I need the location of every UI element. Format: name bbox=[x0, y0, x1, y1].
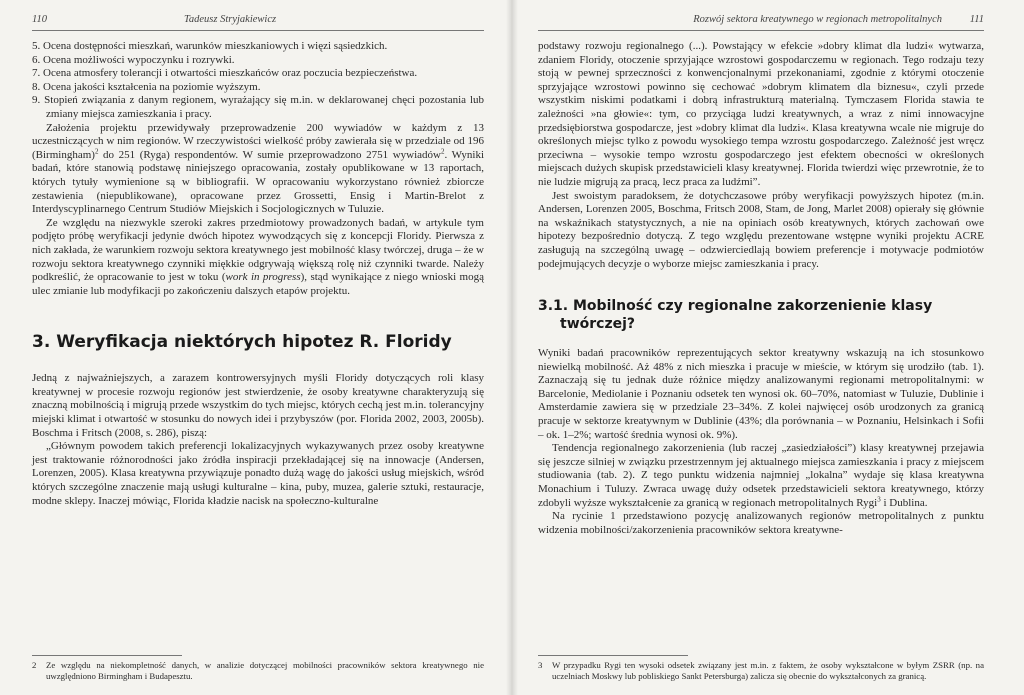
footnote-ref[interactable]: 2 bbox=[441, 147, 445, 156]
body-paragraph: podstawy rozwoju regionalnego (...). Powstający w efekcie »dobry klimat dla ludzi« wytwarza, zdaniem Floridy, otoczenie sprzyjające wzrostowi gospodarczemu w regionach. Tego rodzaju tezy stoją w pewnej sprzeczności z konwencjonalnymi przekonaniami, zgodnie z którymi otoczenie sprzyjające wzrostowi powinno się cechować »dobrym klimatem dla biznesu«, czyli przede wszystkim niskimi podatkami i dobrą infrastrukturą materialną. Tymczasem Florida stawia te zależności »na głowie«: tym, co przyciąga ludzi kreatywnych, a wraz z nimi innowacyjne przedsiębiorstwa gospodarcze, jest »dobry klimat dla ludzi«. Klasa kreatywna wcale nie migruje do określonych miejsc tylko z powodu wysokiego tempa wzrostu gospodarczego. Zależność jest wręcz przeciwna – wysokie tempo wzrostu gospodarczego jest efektem obecności w określonych miejscach dużych skupisk przedstawicieli klasy kreatywnej. Florida twierdzi więc przewrotnie, że to nie ludzie migrują za pracą, lecz praca za ludźmi”. bbox=[538, 40, 984, 188]
book-gutter bbox=[506, 0, 518, 695]
body-paragraph: Tendencja regionalnego zakorzenienia (lub raczej „zasiedziałości”) klasy kreatywnej przejawia się jeszcze silniej w związku przestrzennym jej aktualnego miejsca zamieszkania i pracy z miejscem studiowania (tab. 2). Z tego punktu widzenia najmniej „lokalna” wydaje się klasa kreatywna Monachium i Tuluzy. Zwraca uwagę duży odsetek przedstawicieli sektora kreatywnego, którzy zdobyli wyższe wykształcenie za granicą w regionach metropolitalnych Rygi$^3$ i Dublina. bbox=[538, 442, 984, 509]
footnote: 3 W przypadku Rygi ten wysoki odsetek związany jest m.in. z faktem, że osoby wykształcone w byłym ZSRR (np. na uczelniach Moskwy lub pobliskiego Sankt Petersburga) zalicza się obecnie do wykształconych za granicą. bbox=[538, 660, 984, 681]
footnotes-left bbox=[32, 655, 484, 681]
section-heading: 3. Weryfikacja niektórych hipotez R. Floridy bbox=[32, 332, 452, 353]
footnote-ref[interactable]: 3 bbox=[877, 494, 881, 503]
list-item: 5. Ocena dostępności mieszkań, warunków mieszkaniowych i więzi sąsiedzkich. bbox=[32, 40, 388, 52]
page-number-left: 110 bbox=[32, 14, 47, 25]
list-item: 9. Stopień związania z danym regionem, wyrażający się m.in. w deklarowanej chęci pozostania lub zmiany miejsca zamieszkania i pracy. bbox=[32, 94, 484, 120]
list-item: 6. Ocena możliwości wypoczynku i rozrywki. bbox=[32, 53, 235, 66]
evaluation-list bbox=[32, 40, 484, 122]
footnotes-right bbox=[538, 655, 984, 681]
footnote-ref[interactable]: 2 bbox=[94, 147, 99, 156]
running-title-left: Tadeusz Stryjakiewicz bbox=[184, 14, 277, 25]
subsection-heading: 3.1. Mobilność czy regionalne zakorzenienie klasy twórczej? bbox=[538, 298, 933, 333]
page-number-right: 111 bbox=[969, 14, 984, 25]
body-paragraph: Wyniki badań pracowników reprezentujących sektor kreatywny wskazują na ich stosunkowo niewielką mobilność. Aż 48% z nich mieszka i pracuje w mieście, w którym się urodziło (tab. 1). Zaznaczają się tu jednak duże różnice między analizowanymi regionami metropolitalnymi: w Barcelonie, Mediolanie i Poznaniu odsetek ten wynosi ok. 60–70%, natomiast w Tuluzie, Dublinie i Amsterdamie zawiera się w przedziale 23–34%. Z kolei najwięcej osób urodzonych za granicą pracuje w sektorze kreatywnym w Dublinie (43%; dla porównania – w Poznaniu, Helsinkach i Sofii – ok. 1–2%; wartość średnia wynosi ok. 9%). bbox=[538, 347, 984, 441]
footnote: 2 Ze względu na niekompletność danych, w analizie dotyczącej mobilności pracowników sektora kreatywnego nie uwzględniono Birmingham i Budapesztu. bbox=[32, 660, 484, 681]
body-paragraph: Na rycinie 1 przedstawiono pozycję analizowanych regionów metropolitalnych z punktu widzenia mobilności/zakorzenienia pracowników sektora kreatywne- bbox=[538, 510, 984, 536]
footnote-rule bbox=[538, 655, 688, 656]
running-title-right: Rozwój sektora kreatywnego w regionach metropolitalnych bbox=[693, 14, 942, 25]
running-head-right bbox=[538, 14, 984, 31]
body-paragraph: Jedną z najważniejszych, a zarazem kontrowersyjnych myśli Floridy dotyczących roli klasy kreatywnej w procesie rozwoju regionów jest stwierdzenie, że osoby kreatywne charakteryzują się znaczną mobilnością i migrują przede wszystkim do tych miejsc, których cechą jest m.in. tolerancyjny miejski klimat i otwartość w stosunku do nowych idei i przybyszów (por. Florida 2002, 2003, 2005b). Boschma i Fritsch (2008, s. 286), piszą: bbox=[32, 372, 484, 439]
list-item: 8. Ocena jakości kształcenia na poziomie wyższym. bbox=[32, 80, 261, 93]
footnote-rule bbox=[32, 655, 182, 656]
right-page bbox=[512, 0, 1024, 695]
body-paragraph: Jest swoistym paradoksem, że dotychczasowe próby weryfikacji powyższych hipotez (m.in. Andersen, Lorenzen 2005, Boschma, Fritsch 2008, Stam, de Jong, Marlet 2008) opierały się głównie na wskaźnikach statystycznych, a nie na opiniach osób kreatywnych, których zachowań owe hipotezy bezpośrednio dotyczą. Z tego względu prezentowane wstępne wyniki projektu ACRE zasługują na szczególną uwagę – odzwierciedlają bowiem preferencje i motywacje podmiotów podejmujących decyzje o wyborze miejsc zamieszkania i pracy. bbox=[538, 189, 984, 270]
right-column bbox=[538, 40, 984, 537]
running-head-left bbox=[32, 14, 484, 31]
body-paragraph: Ze względu na niezwykle szeroki zakres przedmiotowy prowadzonych badań, w artykule tym podjęto próbę weryfikacji jedynie dwóch hipotez wywodzących się z koncepcji Floridy. Pierwsza z nich zakłada, że warunkiem rozwoju sektora kreatywnego jest mobilność klasy twórczej, druga – że w rozwoju sektora kreatywnego czynniki miękkie odgrywają większą rolę niż czynniki twarde. Należy podkreślić, że opracowanie to jest w toku (work in progress), stąd wynikające z niego wnioski mogą ulec zmianie lub modyfikacji po zakończeniu dalszych etapów projektu. bbox=[32, 216, 484, 297]
body-paragraph: Założenia projektu przewidywały przeprowadzenie 200 wywiadów w każdym z 13 uczestniczących w nim regionów. W rzeczywistości wielkość próby zawierała się w przedziale od 196 (Birmingham)$^2$ do 251 (Ryga) respondentów. W sumie przeprowadzono 2751 wywiadów$^2$. Wyniki badań, które stanowią podstawę niniejszego opracowania, zostały opublikowane w 13 raportach, których tytuły wymienione są w bibliografii. W opracowaniu wykorzystano również zbiorcze zestawienia (niepublikowane), opracowane przez Grossetti, Ensig i Martin-Brelot z Interdyscyplinarnego Centrum Studiów Miejskich i Socjologicznych w Tuluzie. bbox=[32, 121, 484, 216]
list-item: 7. Ocena atmosfery tolerancji i otwartości mieszkańców oraz poczucia bezpieczeństwa. bbox=[32, 67, 418, 80]
left-column bbox=[32, 40, 484, 508]
quote-paragraph: „Głównym powodem takich preferencji lokalizacyjnych wykazywanych przez osoby kreatywne jest traktowanie różnorodności jako źródła inspiracji przekładającej się na innowacje (Andersen, Lorenzen, 2005). Klasa kreatywna przywiązuje ponadto dużą wagę do jakości usług miejskich, wśród których szczególne znaczenie mają usługi kulturalne – kina, puby, muzea, galerie sztuki, restauracje, modne sklepy. Inaczej mówiąc, Florida kładzie nacisk na społeczno-kulturalne bbox=[32, 440, 484, 507]
